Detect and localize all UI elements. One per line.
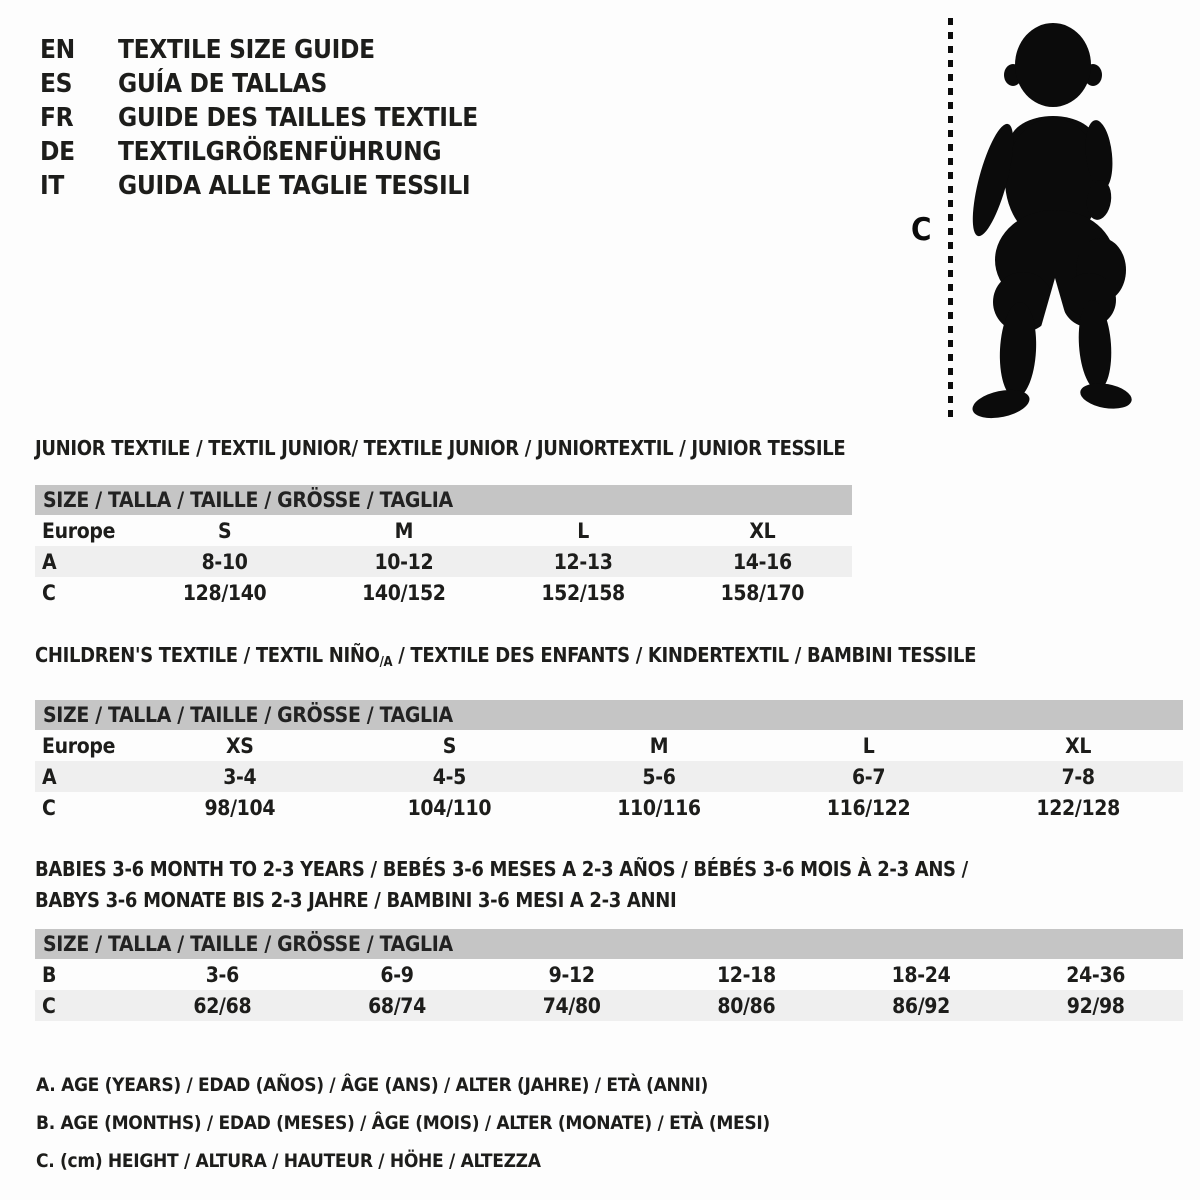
table-row-height (35, 577, 852, 608)
table-cell: 110/116 (617, 795, 701, 820)
table-cell: 104/110 (407, 795, 492, 820)
table-row-europe (35, 730, 1183, 761)
table-cell: 9-12 (548, 962, 595, 987)
lang-code: ES (40, 69, 73, 99)
babies-textile-table (35, 854, 1183, 1021)
table-cell: 92/98 (1066, 993, 1125, 1018)
title-part: / TEXTILE DES ENFANTS / KINDERTEXTIL / BAMBINI TESSILE (392, 643, 977, 667)
table-row-age-months (35, 959, 1183, 990)
title-subscript: /A (379, 655, 393, 670)
table-row-age (35, 761, 1183, 792)
toddler-silhouette-icon (963, 20, 1143, 420)
row-label: Europe (42, 733, 116, 758)
measure-c-label: C (911, 212, 932, 248)
table-cell: 5-6 (642, 764, 676, 789)
table-cell: XS (226, 733, 254, 758)
lang-row-de (40, 135, 478, 169)
table-cell: 24-36 (1066, 962, 1126, 987)
table-cell: 86/92 (892, 993, 950, 1018)
guide-title-en: TEXTILE SIZE GUIDE (118, 35, 375, 65)
table-cell: 6-9 (380, 962, 414, 987)
lang-code: IT (40, 171, 65, 201)
table-row-europe (35, 515, 852, 546)
guide-title-de: TEXTILGRÖßENFÜHRUNG (118, 137, 442, 167)
row-label: B (42, 962, 57, 987)
table-cell: L (862, 733, 875, 758)
table-cell: 80/86 (717, 993, 776, 1018)
babies-title-line2: BABYS 3-6 MONATE BIS 2-3 JAHRE / BAMBINI 3-6 MESI A 2-3 ANNI (35, 888, 677, 912)
legend-c-height: C. (cm) HEIGHT / ALTURA / HAUTEUR / HÖHE / ALTEZZA (36, 1150, 541, 1172)
height-measure-figure (893, 12, 1173, 424)
table-cell: 128/140 (182, 580, 267, 605)
table-cell: 4-5 (432, 764, 466, 789)
lang-row-it (40, 169, 478, 203)
guide-title-fr: GUIDE DES TAILLES TEXTILE (118, 103, 478, 133)
babies-table-title (35, 854, 1183, 916)
table-cell: 68/74 (368, 993, 426, 1018)
table-cell: 14-16 (732, 549, 792, 574)
table-cell: XL (749, 518, 776, 543)
table-cell: 12-18 (716, 962, 776, 987)
title-part: CHILDREN'S TEXTILE / TEXTIL NIÑO (35, 643, 380, 667)
table-cell: XL (1065, 733, 1092, 758)
junior-textile-table (35, 437, 852, 608)
table-cell: 8-10 (201, 549, 248, 574)
table-cell: 152/158 (541, 580, 625, 605)
babies-title-line1: BABIES 3-6 MONTH TO 2-3 YEARS / BEBÉS 3-6 MESES A 2-3 AÑOS / BÉBÉS 3-6 MOIS À 2-3 ANS / (35, 857, 968, 881)
table-cell: 140/152 (362, 580, 446, 605)
table-cell: L (577, 518, 589, 543)
row-label: C (42, 580, 56, 605)
table-cell: 98/104 (204, 795, 276, 820)
legend-a-age-years: A. AGE (YEARS) / EDAD (AÑOS) / ÂGE (ANS) / ALTER (JAHRE) / ETÀ (ANNI) (36, 1074, 709, 1096)
table-cell: 122/128 (1036, 795, 1120, 820)
lang-code: EN (40, 35, 75, 65)
table-cell: 10-12 (374, 549, 434, 574)
lang-code: FR (40, 103, 74, 133)
row-label: A (42, 764, 57, 789)
table-cell: 7-8 (1061, 764, 1095, 789)
row-label: Europe (42, 518, 116, 543)
language-header (40, 33, 478, 203)
guide-title-it: GUIDA ALLE TAGLIE TESSILI (118, 171, 471, 201)
size-header-band: SIZE / TALLA / TAILLE / GRÖSSE / TAGLIA (35, 485, 852, 515)
table-cell: 3-4 (223, 764, 257, 789)
guide-title-es: GUÍA DE TALLAS (118, 69, 327, 99)
childrens-table-title (35, 644, 1183, 674)
row-label: A (42, 549, 57, 574)
table-cell: M (394, 518, 414, 543)
lang-code: DE (40, 137, 75, 167)
table-row-age (35, 546, 852, 577)
height-dashed-line (948, 18, 953, 418)
size-header-band: SIZE / TALLA / TAILLE / GRÖSSE / TAGLIA (35, 700, 1183, 730)
table-cell: 3-6 (205, 962, 239, 987)
table-cell: S (442, 733, 457, 758)
table-cell: 12-13 (553, 549, 613, 574)
lang-row-fr (40, 101, 478, 135)
row-label: C (42, 795, 56, 820)
table-row-height (35, 792, 1183, 823)
size-header-band: SIZE / TALLA / TAILLE / GRÖSSE / TAGLIA (35, 929, 1183, 959)
junior-table-title: JUNIOR TEXTILE / TEXTIL JUNIOR/ TEXTILE JUNIOR / JUNIORTEXTIL / JUNIOR TESSILE (35, 436, 846, 460)
row-label: C (42, 993, 56, 1018)
table-cell: 18-24 (891, 962, 951, 987)
table-cell: 116/122 (826, 795, 911, 820)
childrens-textile-table (35, 644, 1183, 823)
legend-b-age-months: B. AGE (MONTHS) / EDAD (MESES) / ÂGE (MOIS) / ALTER (MONATE) / ETÀ (MESI) (36, 1112, 770, 1134)
table-row-height (35, 990, 1183, 1021)
lang-row-es (40, 67, 478, 101)
table-cell: 62/68 (193, 993, 252, 1018)
table-cell: 6-7 (851, 764, 886, 789)
table-cell: 158/170 (720, 580, 805, 605)
table-cell: S (217, 518, 232, 543)
lang-row-en (40, 33, 478, 67)
legend (36, 1066, 770, 1180)
table-cell: M (649, 733, 669, 758)
table-cell: 74/80 (542, 993, 601, 1018)
